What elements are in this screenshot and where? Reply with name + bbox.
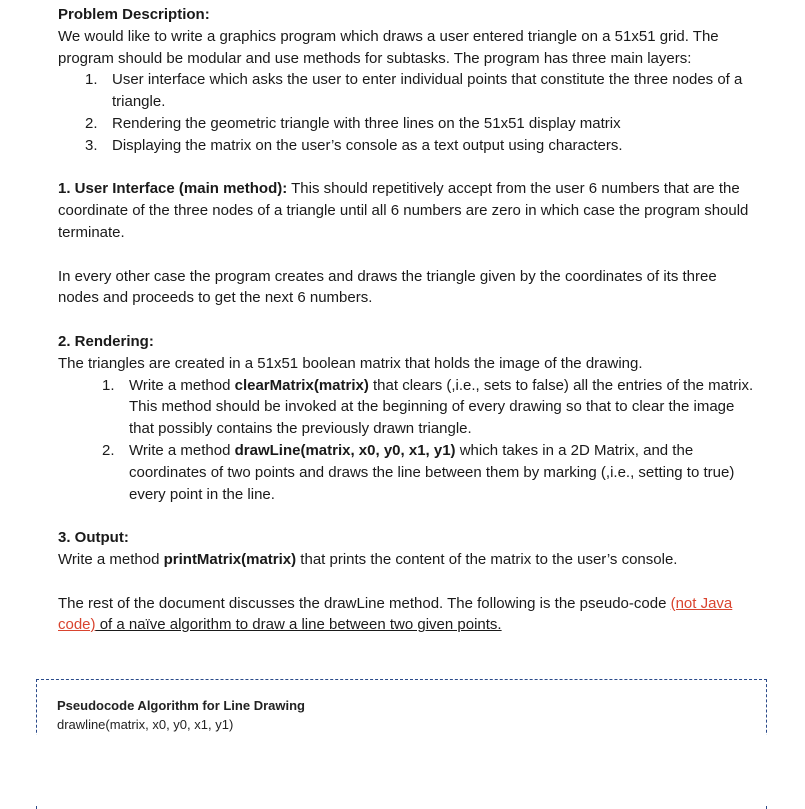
section1-paragraph2: In every other case the program creates and draws the triangle given by the coordinates of its three nodes and proceeds to get the next 6 numbers. [58, 267, 717, 307]
closing-paragraph: The rest of the document discusses the drawLine method. The following is the pseudo-code (not Java code) of a naïve algorithm to draw a line between two given points. [58, 594, 733, 634]
problem-intro: We would like to write a graphics program which draws a user entered triangle on a 51x51 grid. The program should be modular and use methods for subtasks. The program has three main layers: [58, 27, 719, 67]
page-blank-area [0, 735, 805, 806]
section1-heading: 1. User Interface (main method): [58, 180, 288, 198]
list-item: 2. Write a method drawLine(matrix, x0, y0, x1, y1) which takes in a 2D Matrix, and the coordinates of two points and draws the line between them by marking (,i.e., setting to true) every point in the line. [102, 441, 735, 503]
rendering-list [58, 375, 758, 506]
problem-heading: Problem Description: [58, 6, 210, 23]
method-name: printMatrix(matrix) [163, 550, 297, 568]
not-java-note: (not Java code) [58, 594, 733, 634]
layers-list [58, 69, 758, 156]
list-item: 1. User interface which asks the user to enter individual points that constitute the three nodes of a triangle. [85, 71, 743, 111]
section2-intro: The triangles are created in a 51x51 boolean matrix that holds the image of the drawing. [58, 354, 643, 372]
list-item: 2. Rendering the geometric triangle with three lines on the 51x51 display matrix [85, 114, 621, 132]
document-body [58, 4, 758, 636]
list-item: 3. Displaying the matrix on the user’s console as a text output using characters. [85, 136, 623, 154]
section1-paragraph: 1. User Interface (main method): This should repetitively accept from the user 6 numbers that are the coordinate of the three nodes of a triangle until all 6 numbers are zero in which case the program should terminate. [58, 180, 749, 241]
method-name: drawLine(matrix, x0, y0, x1, y1) [234, 441, 456, 459]
section3-heading: 3. Output: [58, 529, 129, 547]
section2-heading: 2. Rendering: [58, 332, 154, 350]
list-item: 1. Write a method clearMatrix(matrix) that clears (,i.e., sets to false) all the entries of the matrix. This method should be invoked at the beginning of every drawing so that to clear the image that possibly contains the previously drawn triangle. [102, 376, 754, 438]
method-name: clearMatrix(matrix) [234, 376, 369, 394]
pseudocode-title: Pseudocode Algorithm for Line Drawing [57, 698, 305, 713]
section3-text: Write a method printMatrix(matrix) that prints the content of the matrix to the user’s console. [58, 550, 678, 568]
pseudocode-signature: drawline(matrix, x0, y0, x1, y1) [57, 717, 234, 732]
